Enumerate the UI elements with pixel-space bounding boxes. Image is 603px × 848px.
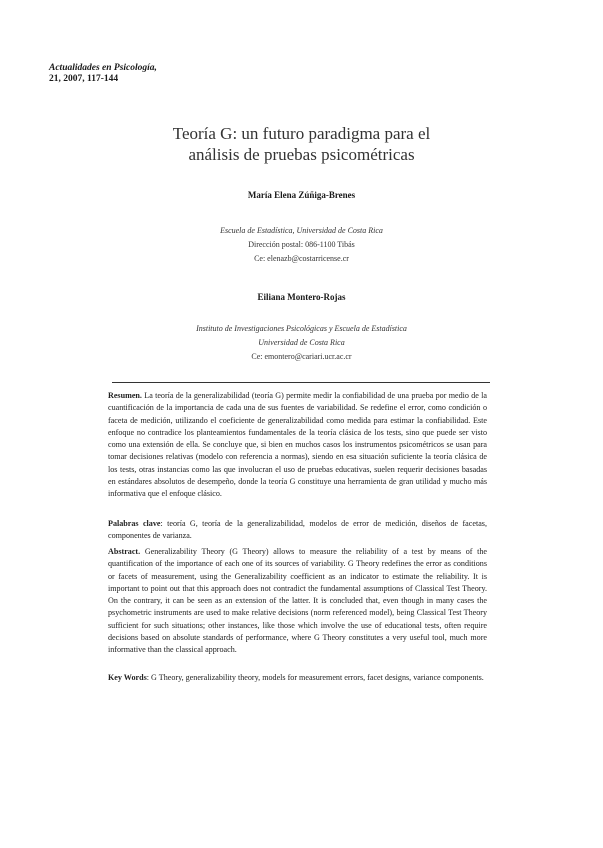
title-line-1: Teoría G: un futuro paradigma para el — [172, 124, 431, 143]
section-divider — [112, 382, 490, 383]
palabras-clave-text: : teoría G, teoría de la generalizabilidad, modelos de error de medición, diseños de facetas, componentes de varianza. — [108, 519, 487, 541]
author-2-affiliation — [0, 322, 603, 364]
abstract-label: Abstract. — [108, 547, 141, 556]
paper-title — [0, 123, 603, 165]
author-1-affiliation — [0, 224, 603, 266]
author-1-email: Ce: elenazb@costarricense.cr — [254, 254, 349, 263]
author-1-institution: Escuela de Estadística, Universidad de Costa Rica — [220, 226, 383, 235]
journal-citation: 21, 2007, 117-144 — [49, 74, 119, 84]
keywords-label: Key Words — [108, 673, 147, 682]
author-2-institution: Instituto de Investigaciones Psicológicas y Escuela de Estadística — [196, 324, 407, 333]
journal-name: Actualidades en Psicología, — [49, 63, 157, 73]
author-1-address: Dirección postal: 086-1100 Tibás — [248, 240, 355, 249]
author-2-university: Universidad de Costa Rica — [258, 338, 345, 347]
palabras-clave-label: Palabras clave — [108, 519, 161, 528]
resumen-paragraph — [108, 390, 487, 501]
author-1-name: María Elena Zúñiga-Brenes — [247, 190, 356, 200]
author-2-name: Eiliana Montero-Rojas — [257, 292, 346, 302]
palabras-clave-paragraph — [108, 518, 487, 543]
resumen-label: Resumen. — [108, 391, 142, 400]
abstract-paragraph — [108, 546, 487, 657]
keywords-paragraph — [108, 672, 487, 684]
journal-reference — [49, 63, 157, 85]
keywords-text: : G Theory, generalizability theory, models for measurement errors, facet designs, variance components. — [146, 673, 484, 682]
author-2-email: Ce: emontero@cariari.ucr.ac.cr — [251, 352, 352, 361]
abstract-text: Generalizability Theory (G Theory) allows to measure the reliability of a test by means of the quantification of the importance of each one of its sources of variability. G Theory redefines the error as conditions or facets of measurement, using the Generalizability coefficient as an indicator to estimate the reliability. It is important to point out that this approach does not contradict the fundamental assumptions of Classical Test Theory. On the contrary, it can be seen as an extension of the latter. It is concluded that, even though in many cases the psychometric instruments are used to make relative decisions (norm referenced model), being Classical Test Theory sufficient for such situations; other instances, like those which involve the use of educational tests, often require decisions based on absolute standards of performance, where G Theory constitutes a very useful tool, much more informative than the classical approach. — [108, 547, 487, 655]
title-line-2: análisis de pruebas psicométricas — [188, 145, 415, 164]
resumen-text: La teoría de la generalizabilidad (teoría G) permite medir la confiabilidad de una prueba por medio de la cuantificación de la importancia de cada una de sus fuentes de variabilidad. Se redefine el error, como condición o faceta de medición, utilizando el coeficiente de generalizabilidad como medida para estimar la confiabilidad. Este enfoque no contradice los planteamientos fundamentales de la teoría clásica de los tests, sino que puede ser visto como una extensión de ella. Se concluye que, si bien en muchos casos los instrumentos psicométricos se usan para tomar decisiones relativas (modelo con referencia a normas), siendo en esa situación suficiente la teoría clásica de los tests, otras instancias como las que involucran el uso de pruebas educativas, suelen requerir decisiones basadas en estándares absolutos de desempeño, donde la teoría G constituye una herramienta de gran utilidad y mucho más informativa que el enfoque clásico. — [108, 391, 487, 499]
